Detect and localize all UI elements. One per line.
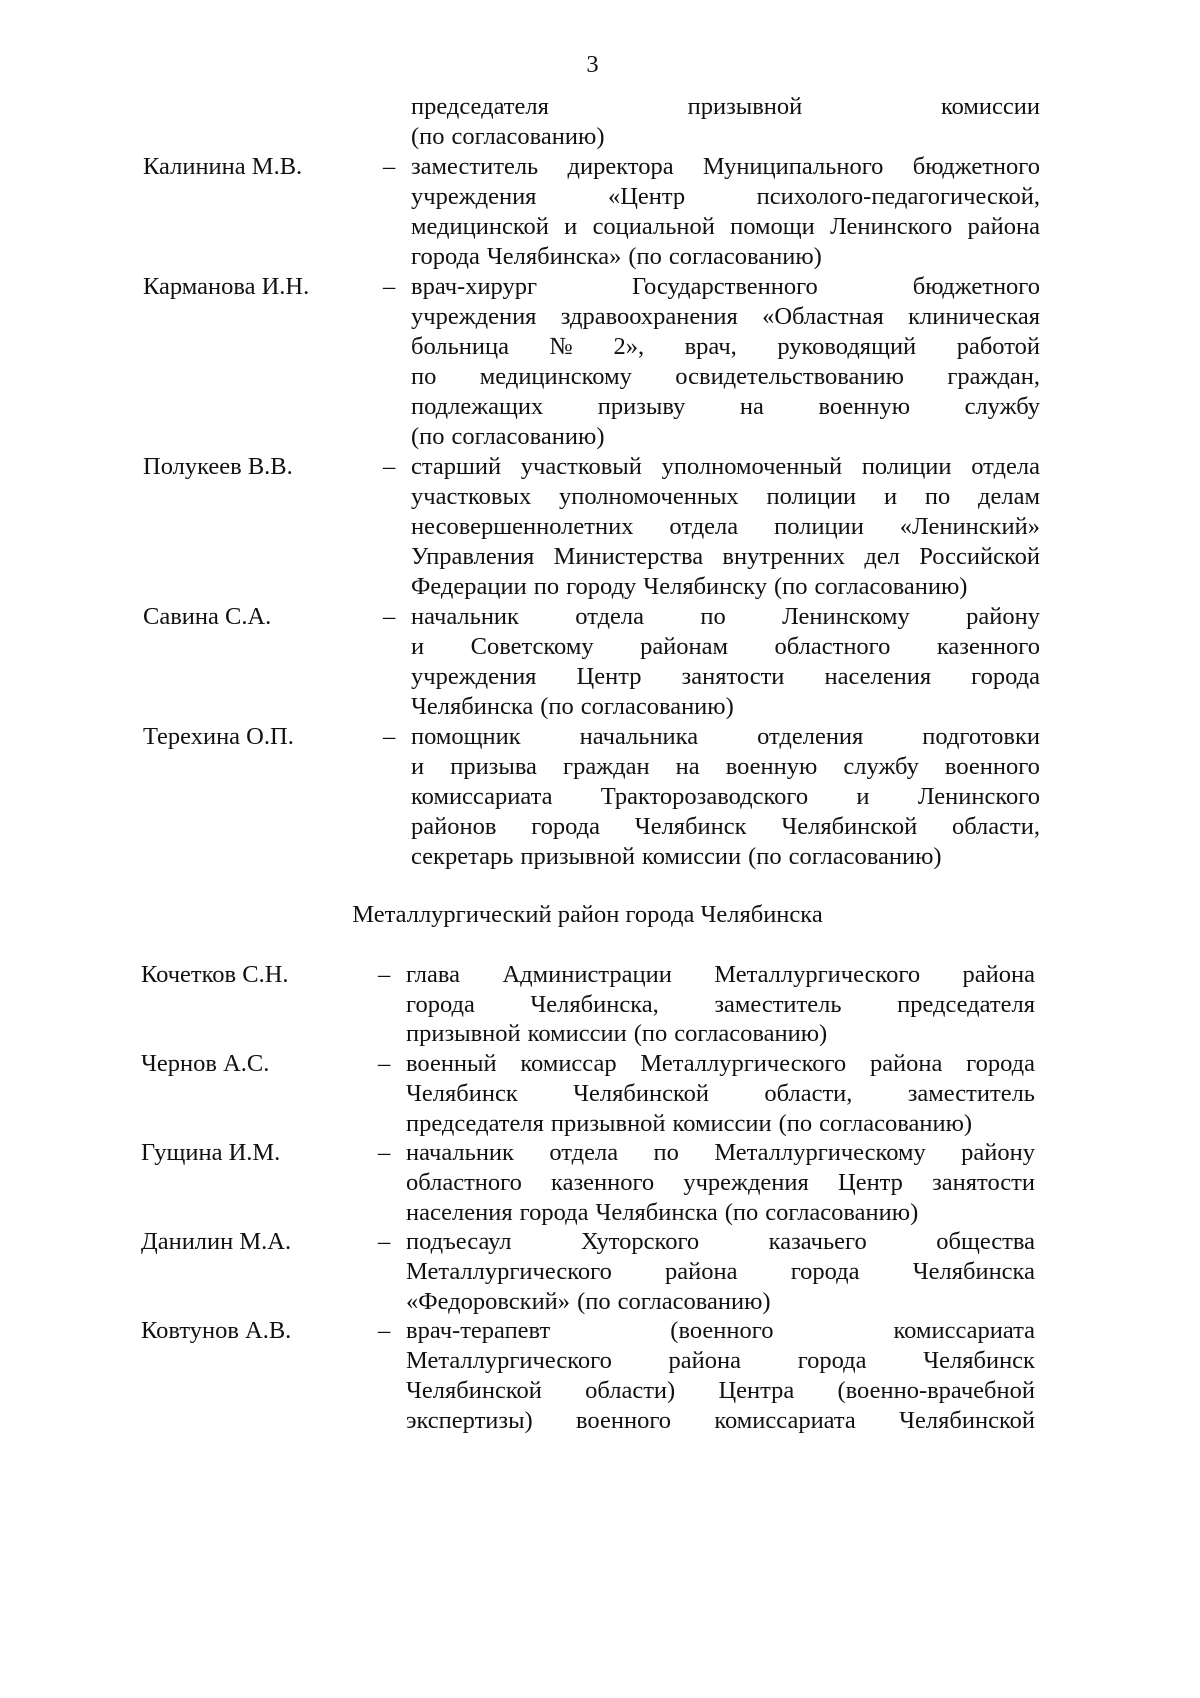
role-line: Челябинска (по согласованию) (411, 693, 734, 720)
section-heading: Металлургический район города Челябинска (352, 901, 823, 928)
role-line: (по согласованию) (411, 123, 605, 150)
role-line: (по согласованию) (411, 423, 605, 450)
member-entry (138, 960, 1035, 1049)
dash: – (378, 1139, 391, 1167)
dash: – (383, 603, 396, 630)
role-line: экспертизы) военного комиссариата Челябинской (406, 1406, 1035, 1434)
role-line: и призыва граждан на военную службу военного (411, 753, 1040, 780)
member-name: Данилин М.А. (141, 1228, 292, 1256)
role-line: по медицинскому освидетельствованию граждан, (411, 363, 1040, 390)
role-line: «Федоровский» (по согласованию) (406, 1287, 771, 1315)
role-line: Челябинской области) Центра (военно-врачебной (406, 1376, 1035, 1404)
role-line: города Челябинска» (по согласованию) (411, 243, 822, 270)
member-name: Чернов А.С. (141, 1050, 270, 1078)
role-line: старший участковый уполномоченный полиции отдела (411, 453, 1040, 480)
role-line: Металлургического района города Челябинск (406, 1347, 1035, 1375)
dash: – (378, 1050, 391, 1078)
dash: – (383, 153, 396, 180)
role-line: больница № 2», врач, руководящий работой (411, 333, 1040, 360)
role-line: военный комиссар Металлургического района города (406, 1050, 1035, 1078)
member-name: Полукеев В.В. (143, 453, 293, 480)
role-line: комиссариата Тракторозаводского и Ленинского (411, 783, 1040, 810)
role-line: учреждения «Центр психолого-педагогической, (411, 183, 1040, 210)
member-entry (140, 452, 1040, 602)
member-role (406, 1316, 1035, 1435)
page-number: 3 (586, 51, 599, 78)
role-line: начальник отдела по Металлургическому району (406, 1139, 1035, 1167)
dash: – (383, 453, 396, 480)
member-role (406, 1138, 1035, 1227)
member-entry (138, 1138, 1035, 1227)
role-line: Управления Министерства внутренних дел Российской (411, 543, 1040, 570)
role-line: несовершеннолетних отдела полиции «Ленинский» (411, 513, 1040, 540)
dash (383, 92, 411, 152)
role-line: населения города Челябинска (по согласованию) (406, 1198, 919, 1226)
role-line: начальник отдела по Ленинскому району (411, 603, 1040, 630)
member-role (406, 1049, 1035, 1138)
role-line: районов города Челябинск Челябинской области, (411, 813, 1040, 840)
role-line: секретарь призывной комиссии (по согласованию) (411, 843, 942, 870)
member-entry (140, 272, 1040, 452)
dash: – (383, 273, 396, 300)
role-line: Федерации по городу Челябинску (по согласованию) (411, 573, 968, 600)
role-line: председателя призывной комиссии (по согласованию) (406, 1109, 973, 1137)
role-line: заместитель директора Муниципального бюджетного (411, 153, 1040, 180)
member-role (411, 452, 1040, 602)
member-list-leninsky (140, 92, 1040, 872)
member-entry (140, 602, 1040, 722)
member-list-metallurgichesky (138, 960, 1035, 1435)
dash: – (378, 1317, 391, 1345)
member-name: Карманова И.Н. (143, 273, 310, 300)
member-name: Гущина И.М. (141, 1139, 281, 1167)
role-line: и Советскому районам областного казенного (411, 633, 1040, 660)
role-line: председателя призывной комиссии (411, 93, 1040, 120)
dash: – (378, 1228, 391, 1256)
role-line: глава Администрации Металлургического района (406, 961, 1035, 988)
member-name: Ковтунов А.В. (141, 1317, 292, 1345)
role-line: учреждения Центр занятости населения города (411, 663, 1040, 690)
member-entry (138, 1227, 1035, 1316)
dash: – (378, 961, 391, 988)
member-name: Савина С.А. (143, 603, 272, 630)
role-line: медицинской и социальной помощи Ленинского района (411, 213, 1040, 240)
member-entry (140, 92, 1040, 152)
role-line: учреждения здравоохранения «Областная клиническая (411, 303, 1040, 330)
role-line: врач-терапевт (военного комиссариата (406, 1317, 1035, 1345)
dash: – (383, 723, 396, 750)
member-role (411, 602, 1040, 722)
role-line: помощник начальника отделения подготовки (411, 723, 1040, 750)
member-role (406, 1227, 1035, 1316)
member-entry (138, 1049, 1035, 1138)
member-entry (138, 1316, 1035, 1435)
member-role (411, 722, 1040, 872)
role-line: Челябинск Челябинской области, заместитель (406, 1079, 1035, 1107)
role-line: подлежащих призыву на военную службу (411, 393, 1040, 420)
member-name: Калинина М.В. (143, 153, 303, 180)
member-name (140, 92, 383, 152)
member-role (411, 152, 1040, 272)
role-line: подъесаул Хуторского казачьего общества (406, 1228, 1035, 1256)
member-entry (140, 722, 1040, 872)
member-name: Кочетков С.Н. (141, 961, 289, 988)
member-entry (140, 152, 1040, 272)
role-line: Металлургического района города Челябинска (406, 1258, 1035, 1286)
member-role (411, 272, 1040, 452)
role-line: врач-хирург Государственного бюджетного (411, 273, 1040, 300)
role-line: города Челябинска, заместитель председателя (406, 990, 1035, 1018)
member-name: Терехина О.П. (143, 723, 294, 750)
role-line: областного казенного учреждения Центр занятости (406, 1168, 1035, 1196)
member-role (406, 960, 1035, 1049)
role-line: призывной комиссии (по согласованию) (406, 1020, 828, 1048)
member-role (411, 92, 1040, 152)
role-line: участковых уполномоченных полиции и по делам (411, 483, 1040, 510)
